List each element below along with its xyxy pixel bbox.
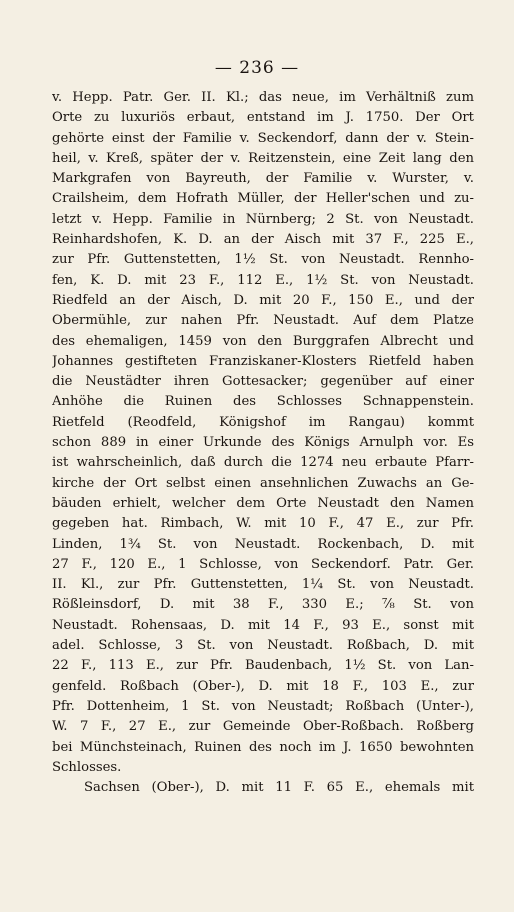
page-number: — 236 — [214, 58, 300, 78]
text-line: Crailsheim, dem Hofrath Müller, der Heller'schen und zu- [52, 191, 474, 207]
text-line: Sachsen (Ober-), D. mit 11 F. 65 E., ehemals mit [84, 780, 474, 796]
text-line: Schlosses. [52, 759, 122, 775]
text-line: kirche der Ort selbst einen ansehnlichen Zuwachs an Ge- [52, 475, 474, 491]
text-line: Rietfeld (Reodfeld, Königshof im Rangau) kommt [52, 414, 474, 430]
text-line: zur Pfr. Guttenstetten, 1½ St. von Neustadt. Rennho- [52, 252, 474, 268]
text-line: gehörte einst der Familie v. Seckendorf, dann der v. Stein- [52, 130, 474, 146]
text-line: Riedfeld an der Aisch, D. mit 20 F., 150 E., und der [52, 292, 474, 308]
text-line: Johannes gestifteten Franziskaner-Klosters Rietfeld haben [52, 353, 474, 369]
text-line: die Neustädter ihren Gottesacker; gegenüber auf einer [52, 374, 474, 390]
text-line: Rößleinsdorf, D. mit 38 F., 330 E.; ⅞ St. von [52, 597, 474, 613]
text-line: genfeld. Roßbach (Ober-), D. mit 18 F., 103 E., zur [52, 678, 474, 694]
body-text [52, 88, 474, 798]
text-line: letzt v. Hepp. Familie in Nürnberg; 2 St. von Neustadt. [52, 211, 474, 227]
text-line: ist wahrscheinlich, daß durch die 1274 neu erbaute Pfarr- [52, 455, 474, 471]
text-line: Anhöhe die Ruinen des Schlosses Schnappenstein. [52, 394, 474, 410]
text-line: adel. Schlosse, 3 St. von Neustadt. Roßbach, D. mit [52, 638, 474, 654]
text-line: W. 7 F., 27 E., zur Gemeinde Ober-Roßbach. Roßberg [52, 719, 474, 735]
text-line: Obermühle, zur nahen Pfr. Neustadt. Auf dem Platze [52, 313, 474, 329]
text-line: bei Münchsteinach, Ruinen des noch im J. 1650 bewohnten [52, 739, 474, 755]
text-line: II. Kl., zur Pfr. Guttenstetten, 1¼ St. von Neustadt. [52, 577, 474, 593]
text-line: 22 F., 113 E., zur Pfr. Baudenbach, 1½ St. von Lan- [52, 658, 474, 674]
text-line: heil, v. Kreß, später der v. Reitzenstein, eine Zeit lang den [52, 150, 474, 166]
text-line: 27 F., 120 E., 1 Schlosse, von Seckendorf. Patr. Ger. [52, 556, 474, 572]
text-line: Neustadt. Rohensaas, D. mit 14 F., 93 E., sonst mit [52, 617, 474, 633]
text-line: Markgrafen von Bayreuth, der Familie v. Wurster, v. [52, 171, 474, 187]
text-line: Linden, 1¾ St. von Neustadt. Rockenbach, D. mit [52, 536, 474, 552]
text-line: bäuden erhielt, welcher dem Orte Neustadt den Namen [52, 495, 474, 511]
text-line: Pfr. Dottenheim, 1 St. von Neustadt; Roßbach (Unter-), [52, 698, 474, 714]
text-line: v. Hepp. Patr. Ger. II. Kl.; das neue, im Verhältniß zum [52, 90, 474, 105]
text-line: Reinhardshofen, K. D. an der Aisch mit 37 F., 225 E., [52, 232, 474, 248]
text-line: gegeben hat. Rimbach, W. mit 10 F., 47 E., zur Pfr. [52, 516, 474, 532]
text-line: fen, K. D. mit 23 F., 112 E., 1½ St. von Neustadt. [52, 272, 474, 288]
text-line: des ehemaligen, 1459 von den Burggrafen Albrecht und [52, 333, 474, 349]
text-line: Orte zu luxuriös erbaut, entstand im J. 1750. Der Ort [52, 110, 474, 126]
text-line: schon 889 in einer Urkunde des Königs Arnulph vor. Es [52, 435, 474, 451]
